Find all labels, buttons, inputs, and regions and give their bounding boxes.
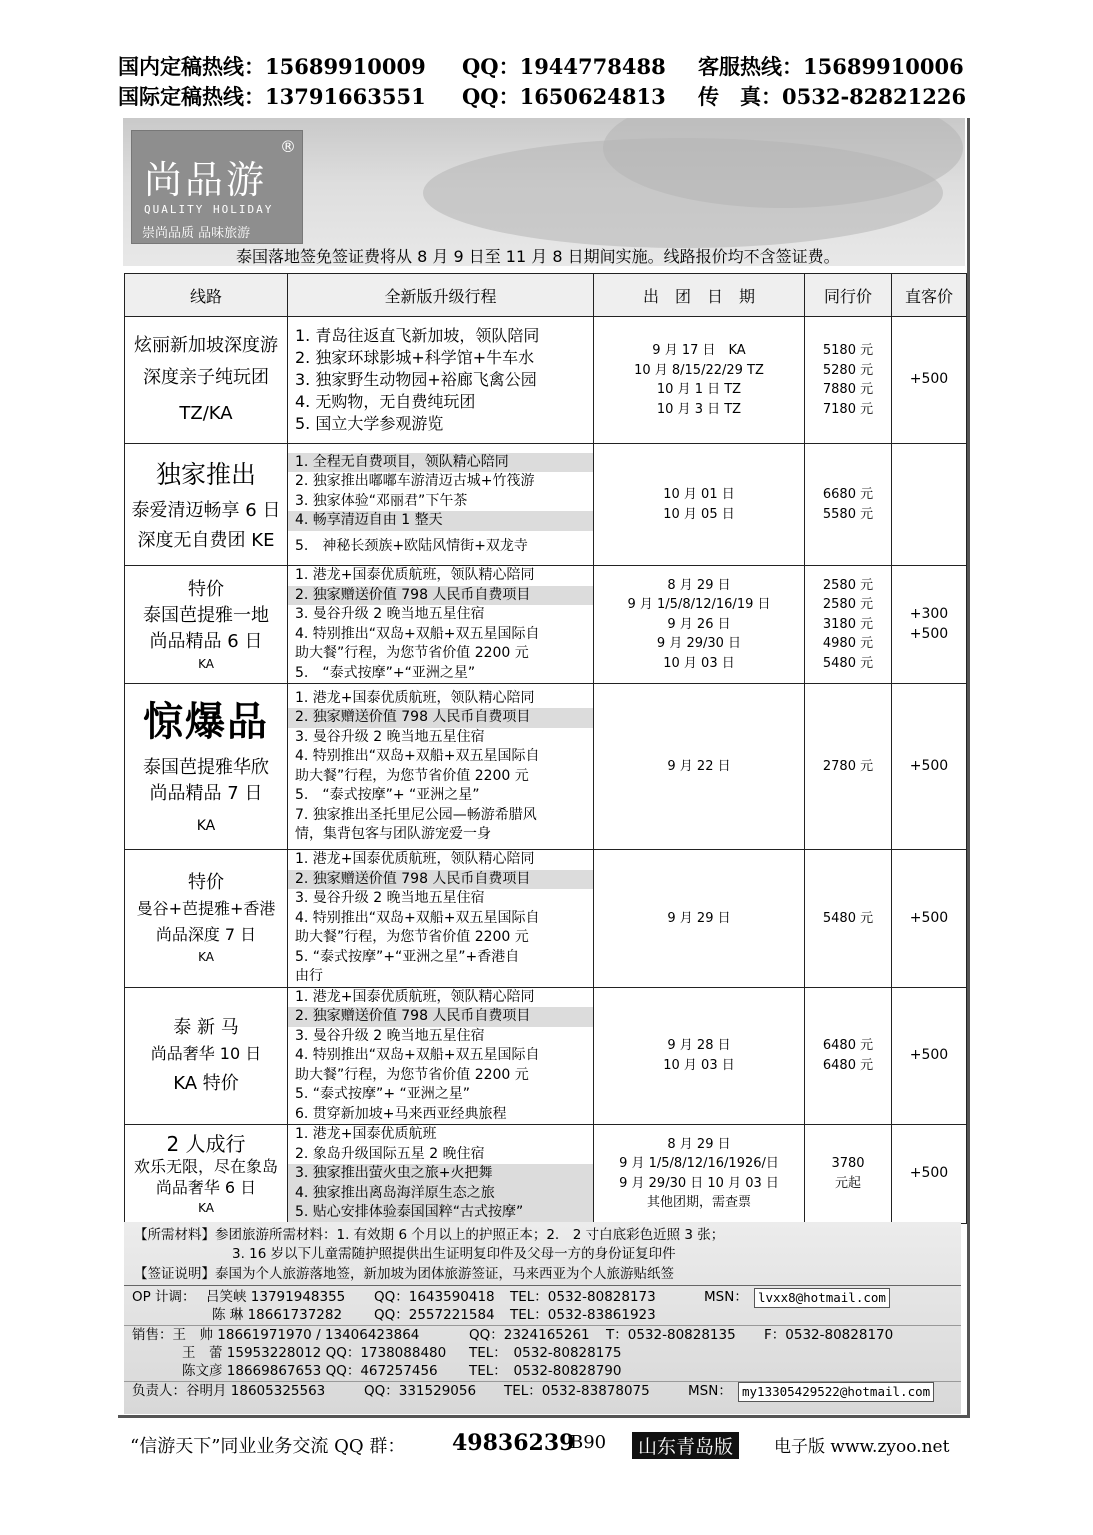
contact-name: 吕笑峡 13791948355 [206, 1289, 346, 1305]
contact-name: 陈 琳 18661737282 [212, 1307, 343, 1323]
itinerary-cell [288, 850, 594, 988]
route-line: 尚品精品 6 日 [149, 630, 263, 652]
itinerary-cell [288, 566, 594, 684]
logo-slogan: 崇尚品质 品味旅游 [142, 226, 251, 241]
contact-tel: TEL： 0532-80828790 [469, 1363, 622, 1379]
price: 元起 [834, 1175, 861, 1191]
route-line: 欢乐无限，尽在象岛 [133, 1156, 278, 1176]
date-line: 10 月 3 日 TZ [656, 401, 742, 417]
table-row [125, 444, 967, 566]
price: 2780 元 [822, 758, 874, 774]
route-line: 特价 [188, 872, 224, 894]
date-line: 9 月 17 日 KA [652, 343, 746, 358]
website: 电子版 www.zyoo.net [774, 1437, 950, 1457]
route-cell [125, 1125, 288, 1224]
date-line: 10 月 05 日 [663, 506, 735, 522]
logo-brand-text: 尚品游 [144, 158, 268, 202]
itinerary-item: 5. “泰式按摩”+ “亚洲之星” [295, 787, 480, 803]
contact-qq: QQ：2324165261 [469, 1327, 590, 1343]
date-line: 其他团期，需查票 [646, 1195, 751, 1211]
edition-badge: 山东青岛版 [632, 1432, 739, 1459]
contact-qq: QQ：2557221584 [374, 1307, 495, 1323]
route-line: 泰爱清迈畅享 6 日 [131, 499, 281, 521]
price: 6480 元 [822, 1038, 874, 1054]
date-line: 9 月 26 日 [667, 616, 731, 632]
surcharge: +500 [909, 1047, 949, 1063]
itinerary-item: 助大餐”行程，为您节省价值 2200 元 [295, 767, 529, 784]
itinerary-item: 1. 全程无自费项目，领队精心陪同 [288, 453, 593, 473]
itinerary-cell [288, 444, 594, 566]
price: 5180 元 [822, 343, 874, 358]
direct-price-cell [892, 850, 967, 988]
header-direct-price: 直客价 [892, 274, 967, 317]
date-line: 9 月 28 日 [667, 1038, 731, 1054]
surcharge: +500 [909, 371, 949, 388]
itinerary-item: 3. 曼谷升级 2 晚当地五星住宿 [295, 1027, 485, 1044]
itinerary-item: 5. “泰式按摩”+ “亚洲之星” [295, 1086, 470, 1102]
tour-table [124, 273, 967, 1224]
peer-price-cell [805, 1125, 892, 1224]
route-cell [125, 850, 288, 988]
route-line: 深度亲子纯玩团 [143, 367, 269, 388]
qq-1: QQ：1944778488 [462, 54, 666, 79]
dates-cell [594, 444, 805, 566]
price: 7880 元 [822, 382, 874, 397]
contact-qq: QQ：331529056 [364, 1383, 477, 1399]
itinerary-item: 2. 独家环球影城+科学馆+牛车水 [295, 348, 535, 367]
route-line: 尚品深度 7 日 [155, 925, 257, 945]
itinerary-item: 2. 独家赠送价值 798 人民币自费项目 [288, 708, 593, 728]
date-line: 9 月 29/30 日 [656, 636, 742, 652]
registered-mark: ® [280, 137, 296, 156]
contact-tel: T：0532-80828135 [606, 1327, 736, 1343]
route-line: 2 人成行 [166, 1131, 246, 1156]
price: 3180 元 [822, 616, 874, 632]
itinerary-item: 2. 独家推出嘟嘟车游清迈古城+竹筏游 [295, 473, 535, 490]
table-row [125, 684, 967, 850]
dates-cell [594, 987, 805, 1125]
direct-price-cell [892, 684, 967, 850]
date-line: 9 月 1/5/8/12/16/19 日 [627, 597, 771, 613]
itinerary-item: 由行 [295, 968, 323, 984]
route-line: 炫丽新加坡深度游 [134, 335, 278, 356]
itinerary-item: 6. 贯穿新加坡+马来西亚经典旅程 [295, 1105, 507, 1122]
itinerary-item: 3. 曼谷升级 2 晚当地五星住宿 [295, 728, 485, 745]
peer-price-cell [805, 684, 892, 850]
itinerary-item: 2. 独家赠送价值 798 人民币自费项目 [288, 1007, 593, 1027]
header-peer-price: 同行价 [805, 274, 892, 317]
itinerary-item: 3. 独家推出萤火虫之旅+火把舞 [288, 1164, 593, 1184]
itinerary-item: 2. 独家赠送价值 798 人民币自费项目 [288, 870, 593, 890]
route-line: 泰 新 马 [173, 1016, 239, 1038]
route-line: TZ/KA [179, 403, 233, 424]
itinerary-item: 1. 青岛往返直飞新加坡，领队陪同 [295, 326, 540, 345]
price: 5480 元 [822, 655, 874, 671]
date-line: 10 月 03 日 [663, 655, 735, 671]
itinerary-item: 7. 独家推出圣托里尼公园—畅游希腊风 [295, 806, 537, 823]
itinerary-item: 5. 贴心安排体验泰国国粹“古式按摩” [288, 1203, 593, 1223]
price: 5480 元 [822, 910, 874, 926]
price: 3780 [831, 1156, 865, 1172]
price: 5580 元 [822, 506, 874, 522]
price: 6480 元 [822, 1057, 874, 1073]
table-row [125, 317, 967, 444]
price: 5280 元 [822, 362, 874, 378]
price: 7180 元 [822, 401, 874, 417]
table-header-row [125, 274, 967, 317]
header-route: 线路 [125, 274, 288, 317]
route-line: 独家推出 [155, 459, 256, 489]
route-line: 泰国芭提雅一地 [143, 604, 269, 626]
msn-email: my13305429522@hotmail.com [738, 1382, 934, 1402]
dates-cell [594, 850, 805, 988]
route-cell [125, 444, 288, 566]
date-line: 10 月 8/15/22/29 TZ [634, 362, 764, 378]
qq-group-number: 49836239 [452, 1430, 575, 1456]
direct-price-cell [892, 317, 967, 444]
itinerary-cell [288, 987, 594, 1125]
qq-2: QQ：1650624813 [462, 84, 666, 109]
contact-name: 销售：王 帅 18661971970 / 13406423864 [132, 1327, 420, 1343]
surcharge: +300 [909, 606, 949, 622]
itinerary-item: 助大餐”行程，为您节省价值 2200 元 [295, 645, 529, 661]
table-row [125, 566, 967, 684]
itinerary-item: 1. 港龙+国泰优质航班 [295, 1126, 437, 1142]
route-cell [125, 684, 288, 850]
contact-name: 陈文彦 18669867653 QQ：467257456 [182, 1363, 438, 1379]
surcharge: +500 [909, 909, 949, 926]
itinerary-item: 5. 国立大学参观游览 [295, 414, 444, 433]
direct-price-cell [892, 444, 967, 566]
table-row [125, 850, 967, 988]
direct-price-cell [892, 987, 967, 1125]
route-line: 曼谷+芭提雅+香港 [136, 899, 276, 919]
direct-price-cell [892, 566, 967, 684]
date-line: 10 月 03 日 [663, 1057, 735, 1073]
date-line: 9 月 1/5/8/12/16/1926/日 [619, 1156, 779, 1172]
price: 6680 元 [822, 487, 874, 502]
contact-tel: TEL：0532-83861923 [510, 1307, 656, 1323]
route-line: 特价 [188, 578, 224, 600]
contact-tel: TEL：0532-80828173 [510, 1289, 656, 1305]
peer-price-cell [805, 444, 892, 566]
msn-email: lvxx8@hotmail.com [754, 1288, 890, 1308]
itinerary-item: 2. 独家赠送价值 798 人民币自费项目 [288, 586, 593, 606]
fax: 传 真：0532-82821226 [698, 84, 967, 109]
logo-english: QUALITY HOLIDAY [144, 203, 274, 216]
route-line: 尚品精品 7 日 [149, 782, 263, 804]
contact-qq: QQ：1643590418 [374, 1289, 495, 1305]
itinerary-item: 3. 曼谷升级 2 晚当地五星住宿 [295, 606, 485, 622]
itinerary-item: 4. 独家推出离岛海洋原生态之旅 [288, 1184, 593, 1204]
direct-price-cell [892, 1125, 967, 1224]
domestic-hotline: 国内定稿热线：15689910009 [118, 54, 426, 79]
route-line: 惊爆品 [143, 698, 269, 745]
materials-line: 【所需材料】参团旅游所需材料：1. 有效期 6 个月以上的护照正本；2. 2 寸白底彩色近照 3 张； [134, 1227, 725, 1243]
itinerary-item: 4. 特别推出“双岛+双船+双五星国际自 [295, 748, 540, 764]
route-line: 尚品奢华 6 日 [155, 1177, 257, 1197]
date-line: 8 月 29 日 [667, 1136, 731, 1152]
header-dates: 出 团 日 期 [594, 274, 805, 317]
itinerary-item: 3. 独家野生动物园+裕廊飞禽公园 [295, 370, 537, 389]
itinerary-item: 2. 象岛升级国际五星 2 晚住宿 [295, 1145, 485, 1162]
contact-name: 王 蕾 15953228012 QQ：1738088480 [182, 1345, 447, 1361]
contact-fax: F：0532-80828170 [764, 1327, 894, 1343]
itinerary-item: 4. 特别推出“双岛+双船+双五星国际自 [295, 625, 540, 642]
itinerary-item: 5. “泰式按摩”+“亚洲之星”+香港自 [295, 948, 520, 965]
route-cell [125, 317, 288, 444]
contact-msn-label: MSN： [704, 1289, 748, 1305]
contact-name: 负责人：谷明月 18605325563 [132, 1383, 326, 1399]
price: 4980 元 [822, 636, 874, 652]
date-line: 10 月 01 日 [663, 487, 735, 502]
visa-line: 【签证说明】泰国为个人旅游落地签，新加坡为团体旅游签证，马来西亚为个人旅游贴纸签 [134, 1266, 674, 1282]
route-line: KA [198, 950, 214, 965]
materials-line: 3. 16 岁以下儿童需随护照提供出生证明复印件及父母一方的身份证复印件 [232, 1246, 676, 1262]
itinerary-item: 1. 港龙+国泰优质航班，领队精心陪同 [295, 851, 535, 867]
itinerary-cell [288, 684, 594, 850]
visa-notice: 泰国落地签免签证费将从 8 月 9 日至 11 月 8 日期间实施。线路报价均不含签证费。 [236, 247, 840, 266]
contact-label: OP 计调： [132, 1289, 196, 1305]
table-row [125, 1125, 967, 1224]
divider [124, 1285, 961, 1286]
itinerary-item: 4. 畅享清迈自由 1 整天 [288, 511, 593, 531]
price: 2580 元 [822, 597, 874, 613]
itinerary-item: 1. 港龙+国泰优质航班，领队精心陪同 [295, 988, 535, 1005]
route-line: KA 特价 [173, 1072, 239, 1094]
peer-price-cell [805, 566, 892, 684]
itinerary-item: 情，集背包客与团队游宠爱一身 [295, 826, 491, 842]
surcharge: +500 [909, 1165, 949, 1181]
itinerary-item: 3. 独家体验“邓丽君”下午茶 [295, 492, 468, 509]
peer-price-cell [805, 317, 892, 444]
qq-group-label: “信游天下”同业业务交流 QQ 群： [130, 1436, 406, 1457]
itinerary-cell [288, 1125, 594, 1224]
route-cell [125, 566, 288, 684]
itinerary-item: 5. 神秘长颈族+欧陆风情街+双龙寺 [295, 537, 528, 554]
itinerary-item: 3. 曼谷升级 2 晚当地五星住宿 [295, 890, 485, 906]
contact-tel: TEL：0532-83878075 [504, 1383, 650, 1399]
itinerary-item: 1. 港龙+国泰优质航班，领队精心陪同 [295, 689, 535, 706]
itinerary-item: 4. 无购物，无自费纯玩团 [295, 392, 476, 411]
date-line: 10 月 1 日 TZ [656, 382, 742, 397]
dates-cell [594, 566, 805, 684]
dates-cell [594, 1125, 805, 1224]
header-itinerary: 全新版升级行程 [288, 274, 594, 317]
contact-msn-label: MSN： [688, 1383, 732, 1399]
date-line: 9 月 29/30 日 10 月 03 日 [619, 1175, 779, 1191]
itinerary-item: 4. 特别推出“双岛+双船+双五星国际自 [295, 1047, 540, 1063]
info-footer [124, 1222, 961, 1414]
route-line: 泰国芭提雅华欣 [143, 756, 269, 778]
page-number: B90 [570, 1432, 607, 1453]
route-line: KA [196, 817, 216, 834]
itinerary-item: 助大餐”行程，为您节省价值 2200 元 [295, 929, 529, 945]
itinerary-item: 助大餐”行程，为您节省价值 2200 元 [295, 1066, 529, 1083]
route-line: KA [198, 656, 214, 671]
service-hotline: 客服热线：15689910006 [698, 54, 964, 79]
route-cell [125, 987, 288, 1125]
route-line: 尚品奢华 10 日 [150, 1043, 262, 1063]
itinerary-cell [288, 317, 594, 444]
itinerary-item: 4. 特别推出“双岛+双船+双五星国际自 [295, 909, 540, 926]
intl-hotline: 国际定稿热线：13791663551 [118, 84, 426, 109]
itinerary-item: 5. “泰式按摩”+“亚洲之星” [295, 664, 476, 681]
date-line: 9 月 22 日 [667, 758, 731, 774]
peer-price-cell [805, 850, 892, 988]
surcharge: +500 [909, 757, 949, 774]
date-line: 9 月 29 日 [667, 910, 731, 926]
table-row [125, 987, 967, 1125]
contact-tel: TEL： 0532-80828175 [469, 1345, 622, 1361]
dates-cell [594, 684, 805, 850]
route-line: KA [198, 1200, 214, 1215]
date-line: 8 月 29 日 [667, 577, 731, 593]
surcharge: +500 [909, 625, 949, 642]
brand-logo [131, 130, 303, 244]
route-line: 深度无自费团 KE [137, 529, 275, 551]
price: 2580 元 [822, 577, 874, 593]
itinerary-item: 1. 港龙+国泰优质航班，领队精心陪同 [295, 567, 535, 583]
dates-cell [594, 317, 805, 444]
peer-price-cell [805, 987, 892, 1125]
